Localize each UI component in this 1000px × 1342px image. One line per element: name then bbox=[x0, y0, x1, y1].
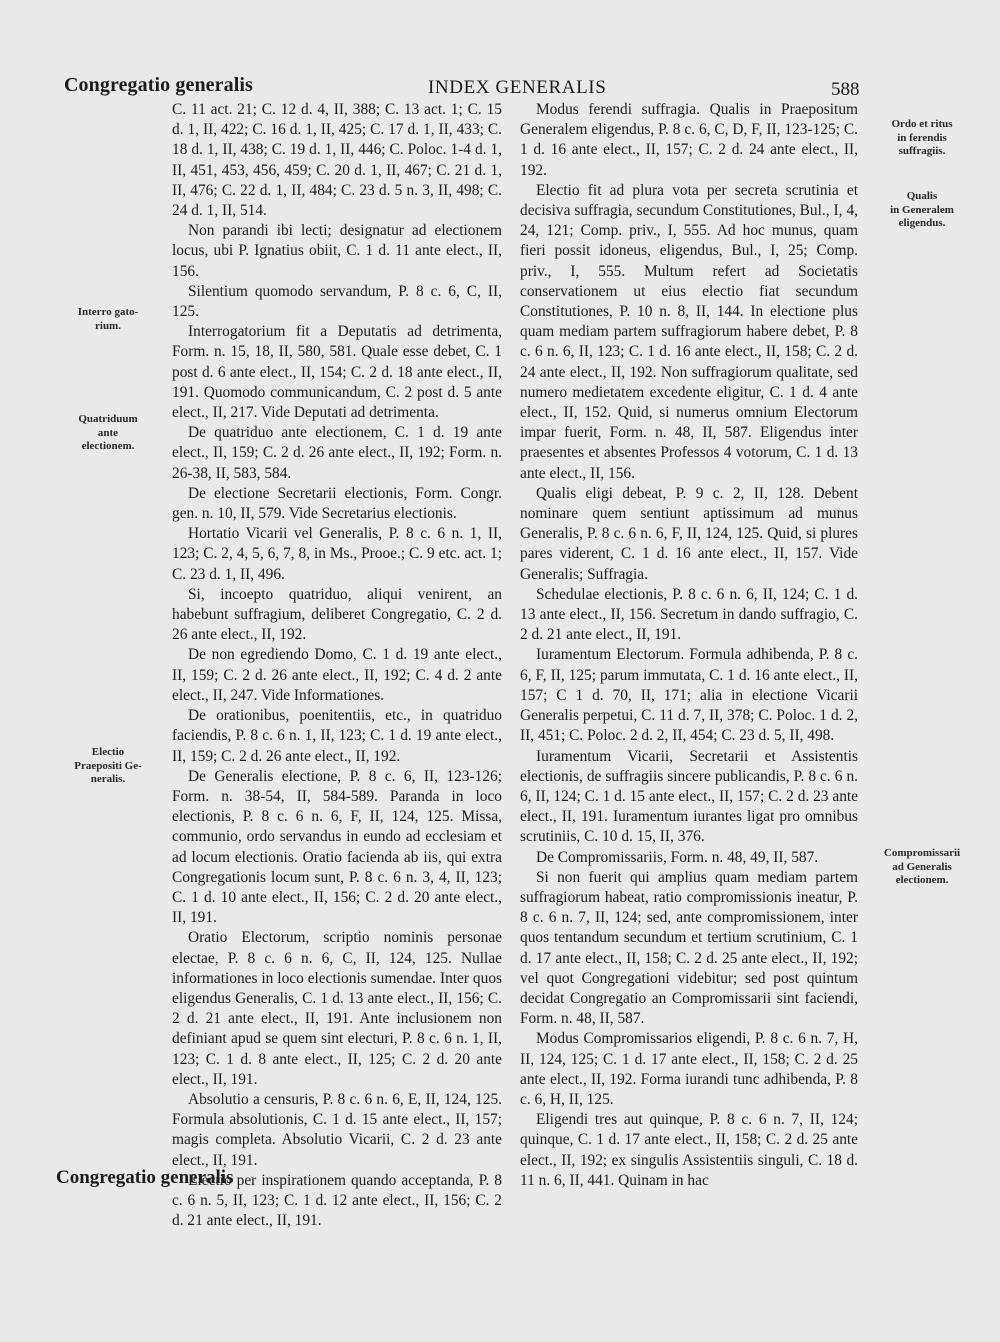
running-head-index: INDEX GENERALIS bbox=[428, 77, 607, 98]
index-entry: Modus ferendi suffragia. Qualis in Praepositum Generalem eligendus, P. 8 c. 6, C, D, F, II, 123-125; C. 1 d. 16 ante elect., II, 157; C. 2 d. 24 ante elect., II, 192. bbox=[520, 101, 858, 179]
margin-note-qualis: Qualis in Generalem eligendus. bbox=[890, 190, 954, 229]
index-entry: Silentium quomodo servandum, P. 8 c. 6, C, II, 125. bbox=[172, 282, 502, 321]
running-head-title: Congregatio generalis bbox=[64, 74, 253, 96]
index-entry: Oratio Electorum, scriptio nominis personae electae, P. 8 c. 6 n. 6, C, II, 124, 125. Nullae informationes in loco electionis sumendae. Inter quos eligendus Generalis, C. 1 d. 13 ante elect., II, 156; C. 2 d. 21 ante elect., II, 191. Ante inclusionem non definiant apud se quem sint electuri, P. 8 c. 6 n. 1, II, 123; C. 1 d. 8 ante elect., II, 125; C. 2 d. 20 ante elect., II, 191. bbox=[172, 929, 502, 1088]
index-entry: De non egrediendo Domo, C. 1 d. 19 ante elect., II, 159; C. 2 d. 26 ante elect., II, 192; C. 4 d. 2 ante elect., II, 247. Vide Informationes. bbox=[172, 646, 502, 704]
index-entry: Iuramentum Vicarii, Secretarii et Assistentis electionis, de suffragiis sincere publicandis, P. 8 c. 6 n. 6, II, 124; C. 1 d. 15 ante elect., II, 157; C. 2 d. 23 ante elect., II, 191. Iuramentum iurantes ligat pro omnibus scrutiniis, C. 10 d. 15, II, 376. bbox=[520, 747, 858, 846]
index-entry: Non parandi ibi lecti; designatur ad electionem locus, ubi P. Ignatius obiit, C. 1 d. 11 ante elect., II, 156. bbox=[172, 222, 502, 280]
index-entry: Absolutio a censuris, P. 8 c. 6 n. 6, E, II, 124, 125. Formula absolutionis, C. 1 d. 15 ante elect., II, 157; magis completa. Absolutio Vicarii, C. 2 d. 23 ante elect., II, 191. bbox=[172, 1090, 502, 1169]
index-entry: Hortatio Vicarii vel Generalis, P. 8 c. 6 n. 1, II, 123; C. 2, 4, 5, 6, 7, 8, in Ms., Prooe.; C. 9 etc. act. 1; C. 23 d. 1, II, 496. bbox=[172, 525, 502, 583]
left-column bbox=[172, 100, 502, 1231]
index-entry: De Generalis electione, P. 8 c. 6, II, 123-126; Form. n. 38-54, II, 584-589. Paranda in loco electionis, P. 8 c. 6 n. 6, F, II, 124, 125. Missa, communio, ordo servandus in eundo ad ecclesiam et ad locum electionis. Oratio facienda ab iis, qui extra Congregationis locum sunt, P. 8 c. 6 n. 3, 4, II, 123; C. 1 d. 10 ante elect., II, 156; C. 2 d. 20 ante elect., II, 191. bbox=[172, 767, 502, 927]
index-entry: Electio fit ad plura vota per secreta scrutinia et decisiva suffragia, secundum Constitutiones, Bul., I, 4, 24, 121; Comp. priv., I, 555. Ad hoc munus, quam fieri possit idoneus, eligendus, Bul., I, 25; Comp. priv., I, 555. Multum refert ad Societatis conservationem ut eius electio fiat secundum Constitutiones, P. 10 n. 8, II, 144. In electione plus quam mediam partem suffragiorum habere debet, P. 8 c. 6 n. 6, II, 123; C. 1 d. 16 ante elect., II, 158; C. 2 d. 24 ante elect., II, 192. Non suffragiorum qualitate, sed numero medietatem excedente eligitur, C. 1 d. 4 ante elect., II, 152. Quid, si numerus omnium Electorum impar fuerit, Form. n. 48, II, 587. Eligendus inter praesentes et absentes Professos 4 votorum, C. 1 d. 13 ante elect., II, 156. bbox=[520, 181, 858, 482]
index-entry: Schedulae electionis, P. 8 c. 6 n. 6, II, 124; C. 1 d. 13 ante elect., II, 156. Secretum in dando suffragio, C. 2 d. 21 ante elect., II, 191. bbox=[520, 585, 858, 644]
page-number: 588 bbox=[831, 79, 860, 100]
index-entry: De quatriduo ante electionem, C. 1 d. 19 ante elect., II, 159; C. 2 d. 26 ante elect., II, 192; Form. n. 26-38, II, 583, 584. bbox=[172, 424, 502, 482]
margin-note-electio-praepositi: Electio Praepositi Ge- neralis. bbox=[74, 746, 142, 785]
index-entry: Si, incoepto quatriduo, aliqui venirent, an habebunt suffragium, deliberet Congregatio, C. 2 d. 26 ante elect., II, 192. bbox=[172, 585, 502, 644]
index-entry: C. 11 act. 21; C. 12 d. 4, II, 388; C. 13 act. 1; C. 15 d. 1, II, 422; C. 16 d. 1, II, 425; C. 17 d. 1, II, 433; C. 18 d. 1, II, 438; C. 19 d. 1, II, 446; C. Poloc. 1-4 d. 1, II, 451, 453, 456, 459; C. 20 d. 1, II, 467; C. 21 d. 1, II, 476; C. 22 d. 1, II, 484; C. 23 d. 5 n. 3, II, 498; C. 24 d. 1, II, 514. bbox=[172, 101, 502, 220]
right-column bbox=[520, 100, 858, 1191]
index-entry: Modus Compromissarios eligendi, P. 8 c. 6 n. 7, H, II, 124, 125; C. 1 d. 17 ante elect., II, 158; C. 2 d. 25 ante elect., II, 192. Forma iurandi tunc adhibenda, P. 8 c. 6, H, II, 125. bbox=[520, 1030, 858, 1108]
index-entry: Eligendi tres aut quinque, P. 8 c. 6 n. 7, II, 124; quinque, C. 1 d. 17 ante elect., II, 158; C. 2 d. 25 ante elect., II, 192; ex singulis Assistentiis singuli, C. 18 d. 11 n. 6, II, 441. Quinam in hac bbox=[520, 1111, 858, 1189]
section-heading: Congregatio generalis bbox=[56, 1167, 234, 1188]
index-entry: De Compromissariis, Form. n. 48, 49, II, 587. bbox=[536, 848, 819, 866]
margin-note-compromissarii: Compromissarii ad Generalis electionem. bbox=[883, 847, 961, 886]
index-entry: Qualis eligi debeat, P. 9 c. 2, II, 128. Debent nominare quem sentiunt aptissimum ad munus Generalis, P. 8 c. 6 n. 6, F, II, 124, 125. Quid, si plures pares viderent, C. 1 d. 16 ante elect., II, 157. Vide Generalis; Suffragia. bbox=[520, 484, 858, 583]
margin-note-interrogatorium: Interro gato- rium. bbox=[77, 306, 139, 332]
index-entry: De electione Secretarii electionis, Form. Congr. gen. n. 10, II, 579. Vide Secretarius electionis. bbox=[172, 484, 502, 523]
index-entry: Iuramentum Electorum. Formula adhibenda, P. 8 c. 6, F, II, 125; parum immutata, C. 1 d. 16 ante elect., II, 157; C 1 d. 70, II, 171; alia in electione Vicarii Generalis perpetui, C. 11 d. 7, II, 378; C. Poloc. 1 d. 2, II, 451; C. Poloc. 2 d. 2, II, 454; C. 23 d. 5, II, 498. bbox=[520, 646, 858, 745]
margin-note-quatriduum: Quatriduum ante electionem. bbox=[78, 413, 138, 452]
index-entry: Electio per inspirationem quando acceptanda, P. 8 c. 6 n. 5, II, 123; C. 1 d. 12 ante elect., II, 156; C. 2 d. 21 ante elect., II, 191. bbox=[172, 1171, 502, 1230]
index-entry: Interrogatorium fit a Deputatis ad detrimenta, Form. n. 15, 18, II, 580, 581. Quale esse debet, C. 1 post d. 6 ante elect., II, 154; C. 2 d. 18 ante elect., II, 191. Quomodo communicandum, C. 2 post d. 5 ante elect., II, 217. Vide Deputati ad detrimenta. bbox=[172, 323, 502, 422]
index-entry: De orationibus, poenitentiis, etc., in quatriduo faciendis, P. 8 c. 6 n. 1, II, 123; C. 1 d. 19 ante elect., II, 159; C. 2 d. 26 ante elect., II, 192. bbox=[172, 707, 502, 765]
index-entry: Si non fuerit qui amplius quam mediam partem suffragiorum habeat, ratio compromissionis ineatur, P. 8 c. 6 n. 7, II, 124; sed, ante compromissionem, inter quos tentandum secundum et tertium scrutinium, C. 1 d. 17 ante elect., II, 158; C. 2 d. 25 ante elect., II, 192; vel quot Congregationi videbitur; sed post quintum decidat Congregatio an Compromissarii sint faciendi, Form. n. 48, II, 587. bbox=[520, 868, 858, 1028]
margin-note-ordo-ritus: Ordo et ritus in ferendis suffragiis. bbox=[891, 118, 953, 157]
